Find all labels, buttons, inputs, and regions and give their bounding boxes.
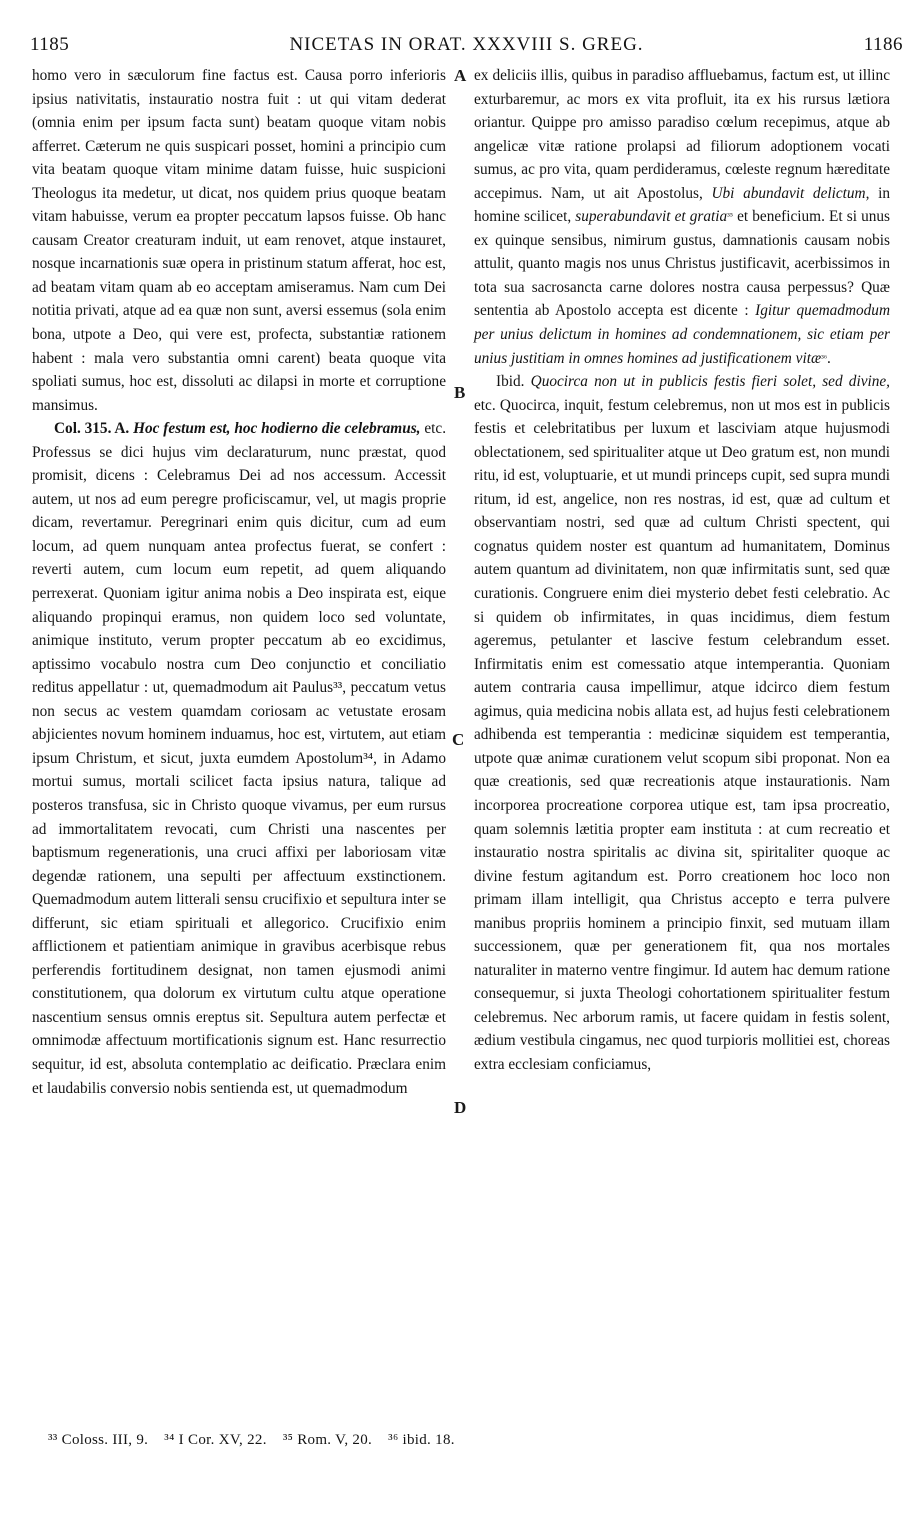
page-number-right: 1186 xyxy=(863,34,903,55)
text-run: in homine scilicet, xyxy=(474,184,891,226)
running-title: NICETAS IN ORAT. XXXVIII S. GREG. xyxy=(289,34,644,55)
right-column xyxy=(474,64,890,1077)
page-number-left: 1185 xyxy=(30,34,70,55)
left-paragraph-1: homo vero in sæculorum fine factus est. Causa porro inferioris ipsius nativitatis, instauratio nostra fuit : ut qui vitam dederat (omnia enim per ipsum facta sunt) beatam quoque vitam nobis afferret. Cæterum ne quis suspicari posset, homini a principio cum vita beatam quoque vitam minime datam fuisse, huic suspicioni Theologus ita medetur, ut dicat, nos quidem prius quoque beatam vitam habuisse, verum ea propter peccatum lapsos fuisse. Ob hanc causam Creator creaturam induit, ut eam renovet, atque instauret, nosque incarnationis suæ opera in pristinum statum afferat, hoc est, ad beatam vitam quam ab eo acceptam amiseramus. Nam cum Dei notitia privati, atque ad ea quæ non sunt, aversi essemus (sola enim bona, utpote a Deo, qui vere est, profecta, substantiæ rationem habent : mala vero substantia omni carent) beata quoque vita spoliati sumus, hoc est, dissoluti ac dilapsi in morte et corruptione mansimus. xyxy=(32,67,446,414)
quotation-italic: Igitur quemadmodum per unius delictum in homines ad condemnationem, sic etiam per unius justitiam in omnes homines ad justificationem vitæ xyxy=(474,302,890,367)
margin-letter-b: B xyxy=(454,383,466,402)
footnote-marker: ³⁵ xyxy=(727,211,733,222)
right-paragraph-2 xyxy=(474,370,890,1076)
quotation-italic: superabundavit et gratia xyxy=(575,208,728,226)
lemma-italic: Quocirca non ut in publicis festis fieri solet, sed divine, xyxy=(530,373,890,391)
margin-letter-c: C xyxy=(452,730,465,749)
footnote: ³⁵ Rom. V, 20. xyxy=(282,1432,373,1448)
footnote: ³⁴ I Cor. XV, 22. xyxy=(164,1432,267,1448)
left-paragraph-2 xyxy=(32,417,446,1100)
quotation-italic: Ubi abundavit delictum, xyxy=(711,184,870,202)
text-run: . xyxy=(827,349,831,367)
margin-letter-d: D xyxy=(454,1098,467,1117)
footnote: ³⁶ ibid. 18. xyxy=(388,1432,455,1448)
footnotes xyxy=(48,1432,467,1449)
footnote: ³³ Coloss. III, 9. xyxy=(48,1432,149,1448)
footnote-marker: ³⁶ xyxy=(821,352,827,363)
margin-letter-a: A xyxy=(454,66,467,85)
right-paragraph-1 xyxy=(474,64,890,370)
text-run: et beneficium. Et si unus ex quinque sensibus, nimirum gustus, damnationis causam nobis attulit, quanto magis nos unus Christus justificavit, acerbissimos in tota sua sacrosancta carne dolores nostra causa perpessus? Quæ sententia ab Apostolo accepta est dicente : xyxy=(474,208,890,320)
left-paragraph-2-text: etc. Professus se dici hujus vim declaraturum, nunc præstat, quod promisit, dicens : Celebramus Dei ad nos accessum. Accessit autem, ut nos ad eum peregre proficiscamur, vel, ut magis proprie dicam, revertamur. Peregrinari enim quis dicitur, cum ad eum locum, ad quem nunquam antea profectus fuerat, se confert : reverti autem, cum locum eum repetit, ad quem aliquando perrexerat. Quoniam igitur anima nobis a Deo inspirata est, eique aliquando propinqui eramus, non quidem loco sed voluntate, animique instituto, verum propter peccatum ab eo excidimus, aptissimo vocabulo nostra cum Deo conjunctio et conciliatio reditus appellatur : ut, quemadmodum ait Paulus³³, peccatum vetus non secus ac vestem quamdam coriosam ac vetustate erosam abjicientes novum hominem induamus, hoc est, virtutem, aut etiam ipsum Christum, et sicut, juxta eumdem Apostolum³⁴, in Adamo mortui sumus, mortali scilicet facta ipsius natura, talique ad posteros transfusa, sic in Christo quoque vivamus, per eum rursus ad immortalitatem revocati, cum Christi una nascentes per baptismum regenerationis, una cruci affixi per laboriosam vitæ degendæ rationem, una sepulti per affectuum exstinctionem. Quemadmodum autem litterali sensu crucifixio et sepultura inter se differunt, sic etiam spirituali et allegorico. Crucifixio enim afflictionem et patientiam animique in gravibus acerbisque rebus perferendis fortitudinem designat, non tamen ejusmodi animi constitutionem, qua dolorum ex virtutum cultu atque operatione nascentium sensus omnis ereptus sit. Sepultura autem perfectæ et omnimodæ affectuum mortificationis signum est. Hanc resurrectio sequitur, id est, absoluta contemplatio ac deificatio. Præclara enim et laudabilis conversio nobis sentienda est, ut quemadmodum xyxy=(32,420,447,1097)
section-reference: Col. 315. A. xyxy=(54,420,130,438)
section-reference: Ibid. xyxy=(496,373,525,391)
running-header xyxy=(30,34,903,62)
left-column xyxy=(32,64,446,1100)
right-paragraph-2-text: etc. Quocirca, inquit, festum celebremus, non ut mos est in publicis festis et celebritatibus per luxum et lasciviam atque hujusmodi oblectationem, sed spiritualiter atque ut Deo gratum est, non mundi ritu, id est, voluptuarie, et ut mundi princeps cupit, sed supra mundi ritum, id est, angelice, non res nostras, id est, quæ ad cultum et observantiam nostri, sed quæ ad cultum Christi spectent, qui cognatus quidem noster est quantum ad humanitatem, Dominus autem quantum ad divinitatem, non quæ infirmitatis sunt, sed quæ curationis. Congruere enim diei mysterio debet festi celebratio. Ac si quidem ob infirmitates, in quas incidimus, diem festum ageremus, petulanter et lascive festum celebrandum esset. Infirmitatis enim est comessatio atque intemperantia. Quoniam autem contraria causa impellimur, atque idcirco diem festum agimus, quia medicina nobis allata est, ad hujus festi celebrationem adhibenda est temperantia : medicinæ siquidem est temperantia, utpote quæ animæ curationem velut scopum sibi proponat. Non ea quæ creationis, sed quæ recreationis atque instaurationis. Nam incorporea procreatione corporea utique est, tam ipsa procreatio, quam solemnis lætitia propter eam instituta : at cum recreatio et instauratio nostra spiritalis ac divina sit, spiritaliter quoque ac divine festum agitandum est. Porro creationem hoc loco non primam illam intelligit, qua Christus accepto e terra pulvere manibus propriis hominem a principio finxit, sed mutuam illam successionem, quæ per generationem fit, qua nos mortales naturaliter in materno ventre fingimur. Id autem hac demum ratione consequemur, si juxta Theologi cohortationem spiritualiter festum celebremus. Nec arborum ramis, ut facere quidam in festis solent, ædium vestibula cingamus, nec quod turpioris mollitiei est, choreas extra ecclesiam conficiamus, xyxy=(474,396,890,1073)
text-run: ex deliciis illis, quibus in paradiso affluebamus, factum est, ut illinc exturbaremur, ac mors ex vita profluit, ita ex his rursus lætiora oriantur. Quippe pro amisso paradiso cœlum recepimus, atque ab angelicæ vitæ ratione prolapsi ad filiorum adoptionem vocati sumus, ac pro vita, quam perdideramus, cœleste regnum hæreditate accepimus. Nam, ut ait Apostolus, xyxy=(474,67,890,202)
lemma-italic: Hoc festum est, hoc hodierno die celebramus, xyxy=(133,420,421,438)
